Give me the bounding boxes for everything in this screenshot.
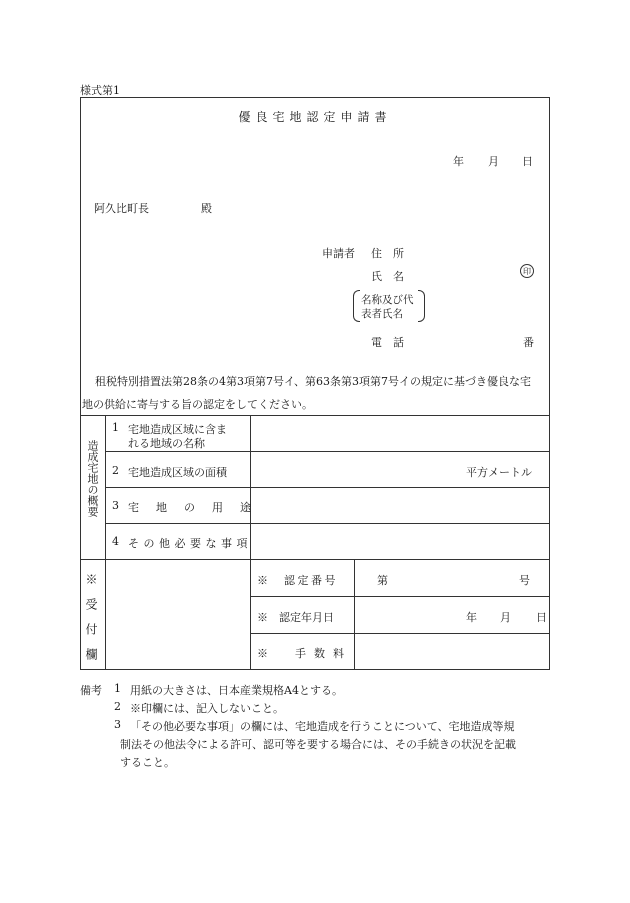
note-text-line3: すること。: [120, 756, 175, 769]
approval-number-prefix: 第: [377, 574, 388, 587]
note-number: 3: [114, 718, 121, 731]
reception-row-divider: [250, 596, 550, 597]
overview-row-label: その他必要な事項: [128, 537, 252, 550]
address-label: 住 所: [371, 247, 404, 260]
request-text-line1: 租税特別措置法第28条の4第3項第7号イ、第63条第3項第7号イの規定に基づき優良な宅: [95, 375, 531, 388]
approval-number-label: ※ 認定番号: [257, 574, 338, 587]
date-year-label: 年: [453, 155, 464, 168]
overview-row-divider: [105, 451, 550, 452]
approval-date-year: 年: [466, 611, 477, 624]
approval-date-day: 日: [536, 611, 547, 624]
right-parenthesis: [418, 290, 425, 322]
seal-mark: 印: [520, 264, 534, 278]
applicant-label: 申請者: [322, 247, 355, 260]
note-text: 用紙の大きさは、日本産業規格A4とする。: [130, 684, 343, 697]
request-text-line2: 地の供給に寄与する旨の認定をしてください。: [82, 398, 313, 411]
approval-date-month: 月: [500, 611, 511, 624]
overview-row-label-line2: れる地域の名称: [128, 437, 205, 450]
overview-row-divider: [105, 523, 550, 524]
overview-row-number: 2: [112, 464, 119, 477]
reception-row-divider: [250, 633, 550, 634]
corp-rep-line2: 表者氏名: [361, 308, 403, 320]
note-number: 1: [114, 682, 121, 695]
overview-bottom-border: [80, 559, 550, 560]
form-title: 優良宅地認定申請書: [238, 110, 392, 124]
addressee-name: 阿久比町長: [94, 202, 149, 215]
overview-row-divider: [105, 487, 550, 488]
overview-area-value: 平方メートル: [466, 466, 532, 479]
note-text-line2: 制法その他法令による許可、認可等を要する場合には、その手続きの状況を記載: [120, 738, 516, 751]
left-parenthesis: [353, 290, 360, 322]
note-text: ※印欄には、記入しないこと。: [130, 702, 284, 715]
reception-label-divider: [354, 559, 355, 670]
reception-header-divider: [105, 559, 106, 670]
corp-rep-line1: 名称及び代: [361, 294, 414, 306]
form-number-label: 様式第1: [80, 84, 120, 97]
approval-number-suffix: 号: [519, 574, 530, 587]
overview-row-number: 3: [112, 499, 119, 512]
reception-header: ※受付欄: [84, 573, 98, 673]
overview-row-label-line1: 宅地造成区域に含ま: [128, 423, 227, 436]
notes-label: 備考: [80, 684, 102, 697]
overview-row-number: 4: [112, 535, 119, 548]
addressee-honorific: 殿: [201, 202, 212, 215]
overview-header: 造成宅地の概要: [86, 440, 99, 517]
name-label: 氏 名: [371, 270, 404, 283]
phone-label: 電 話: [371, 336, 404, 349]
date-month-label: 月: [488, 155, 499, 168]
reception-blank-divider: [250, 559, 251, 670]
phone-suffix: 番: [523, 336, 534, 349]
overview-top-border: [80, 415, 550, 416]
date-day-label: 日: [522, 155, 533, 168]
approval-date-label: ※ 認定年月日: [257, 611, 334, 624]
overview-row-number: 1: [112, 421, 119, 434]
overview-row-label: 宅地の用途: [128, 501, 268, 514]
fee-label: ※ 手数料: [257, 647, 352, 660]
note-text-line1: 「その他必要な事項」の欄には、宅地造成を行うことについて、宅地造成等規: [130, 720, 515, 733]
note-number: 2: [114, 700, 121, 713]
overview-row-label: 宅地造成区域の面積: [128, 466, 227, 479]
